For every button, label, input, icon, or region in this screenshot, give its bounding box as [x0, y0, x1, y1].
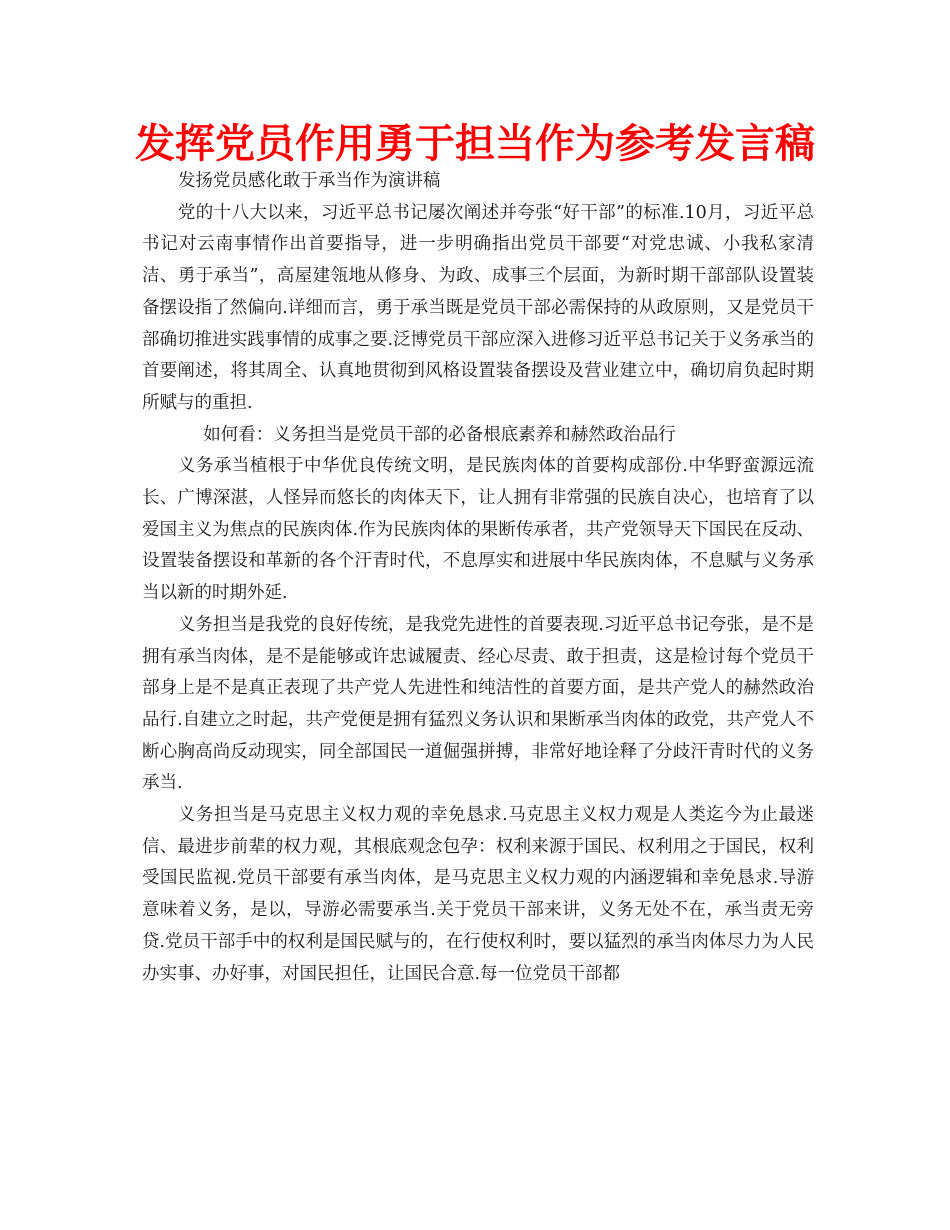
document-title: 发挥党员作用勇于担当作为参考发言稿	[135, 121, 815, 167]
paragraph-4: 义务担当是马克思主义权力观的幸免恳求.马克思主义权力观是人类迄今为止最迷信、最进步前辈的权力观，其根底观念包孕：权利来源于国民、权利用之于国民，权利受国民监视.党员干部要有承当肉体，是马克思主义权力观的内涵逻辑和幸免恳求.导游意味着义务，是以，导游必需要承当.关于党员干部来讲，义务无处不在，承当责无旁贷.党员干部手中的权利是国民赋与的，在行使权利时，要以猛烈的承当肉体尽力为人民办实事、办好事，对国民担任，让国民合意.每一位党员干部都	[142, 805, 814, 984]
section-heading: 如何看：义务担当是党员干部的必备根底素养和赫然政治品行	[203, 424, 676, 445]
paragraph-1: 党的十八大以来，习近平总书记屡次阐述并夸张“好干部”的标准.10月，习近平总书记对云南事情作出首要指导，进一步明确指出党员干部要“对党忠诚、小我私家清洁、勇于承当”，高屋建瓴地从修身、为政、成事三个层面，为新时期干部部队设置装备摆设指了然偏向.详细而言，勇于承当既是党员干部必需保持的从政原则，又是党员干部确切推进实践事情的成事之要.泛博党员干部应深入进修习近平总书记关于义务承当的首要阐述，将其周全、认真地贯彻到风格设置装备摆设及营业建立中，确切肩负起时期所赋与的重担.	[142, 202, 814, 413]
paragraph-3: 义务担当是我党的良好传统，是我党先进性的首要表现.习近平总书记夸张，是不是拥有承当肉体，是不是能够或许忠诚履责、经心尽责、敢于担责，这是检讨每个党员干部身上是不是真正表现了共产党人先进性和纯洁性的首要方面，是共产党人的赫然政治品行.自建立之时起，共产党便是拥有猛烈义务认识和果断承当肉体的政党，共产党人不断心胸高尚反动现实，同全部国民一道倔强拼搏，非常好地诠释了分歧汗青时代的义务承当.	[142, 614, 814, 794]
document-subtitle: 发扬党员感化敢于承当作为演讲稿	[177, 171, 441, 191]
paragraph-2: 义务承当植根于中华优良传统文明，是民族肉体的首要构成部份.中华野蛮源远流长、广博深湛，人怪异而悠长的肉体天下，让人拥有非常强的民族自决心，也培育了以爱国主义为焦点的民族肉体.作为民族肉体的果断传承者，共产党领导天下国民在反动、设置装备摆设和革新的各个汗青时代，不息厚实和进展中华民族肉体，不息赋与义务承当以新的时期外延.	[142, 456, 814, 604]
document-body	[142, 166, 814, 990]
